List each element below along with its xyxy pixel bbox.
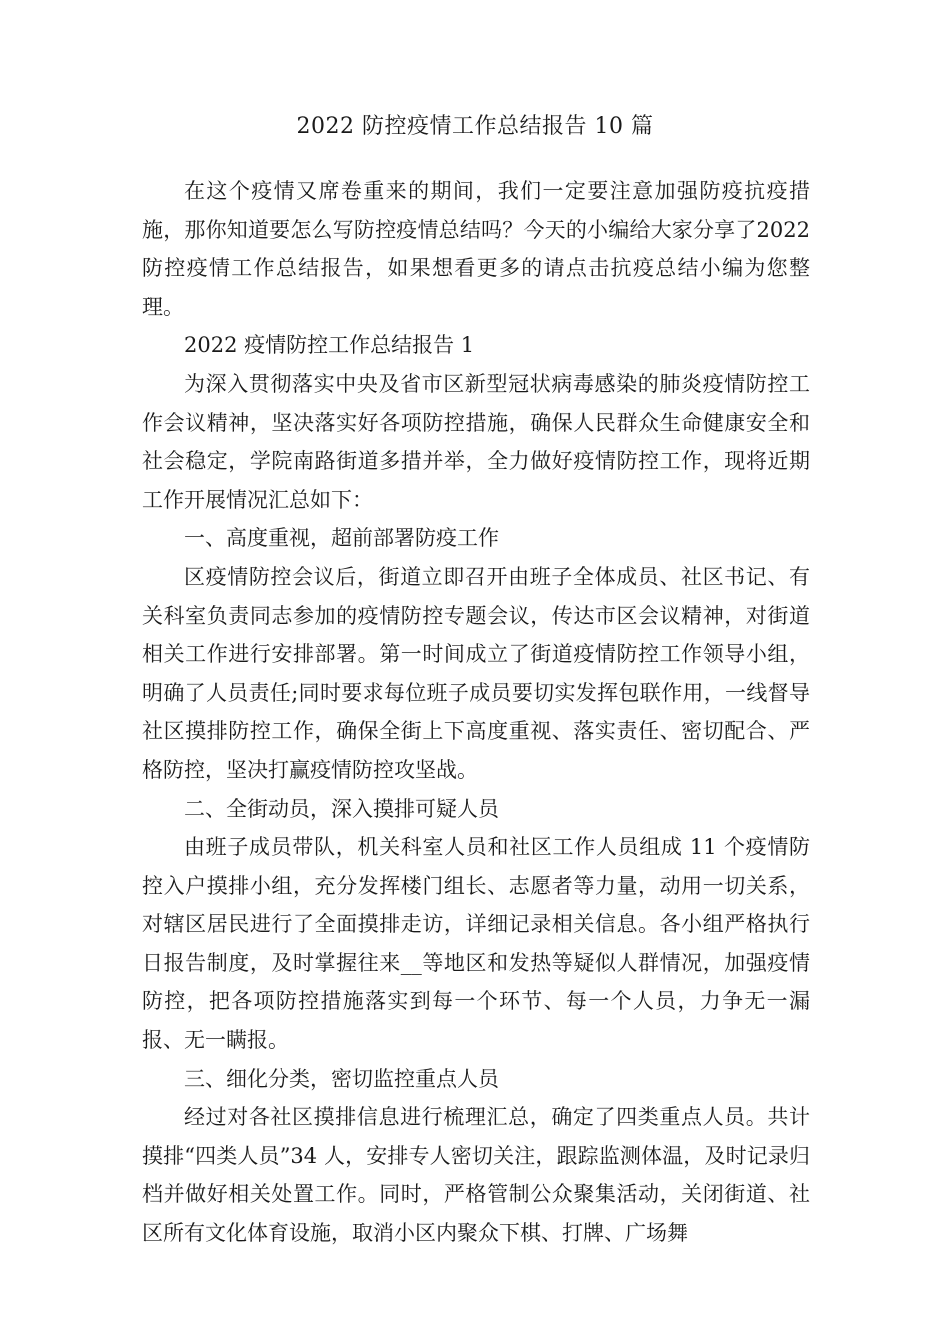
- intro-paragraph: 在这个疫情又席卷重来的期间，我们一定要注意加强防疫抗疫措施，那你知道要怎么写防控疫情总结吗？今天的小编给大家分享了2022 防控疫情工作总结报告，如果想看更多的请点击抗疫总结小编为您整理。: [142, 179, 810, 319]
- document-body: [142, 172, 810, 1253]
- body-paragraph: 为深入贯彻落实中央及省市区新型冠状病毒感染的肺炎疫情防控工作会议精神，坚决落实好各项防控措施，确保人民群众生命健康安全和社会稳定，学院南路街道多措并举，全力做好疫情防控工作，现将近期工作开展情况汇总如下：: [142, 371, 810, 512]
- section-heading-2: 二、全街动员，深入摸排可疑人员: [184, 796, 499, 821]
- body-paragraph: 经过对各社区摸排信息进行梳理汇总，确定了四类重点人员。共计摸排“四类人员”34 人，安排专人密切关注，跟踪监测体温，及时记录归档并做好相关处置工作。同时，严格管制公众聚集活动，关闭街道、社区所有文化体育设施，取消小区内聚众下棋、打牌、广场舞: [142, 1105, 810, 1246]
- section-heading-1: 一、高度重视，超前部署防疫工作: [184, 526, 499, 551]
- body-paragraph: 由班子成员带队，机关科室人员和社区工作人员组成 11 个疫情防控入户摸排小组，充分发挥楼门组长、志愿者等力量，动用一切关系，对辖区居民进行了全面摸排走访，详细记录相关信息。各小组严格执行日报告制度，及时掌握往来__等地区和发热等疑似人群情况，加强疫情防控，把各项防控措施落实到每一个环节、每一个人员，力争无一漏报、无一瞒报。: [142, 835, 810, 1053]
- body-paragraph: 区疫情防控会议后，街道立即召开由班子全体成员、社区书记、有关科室负责同志参加的疫情防控专题会议，传达市区会议精神，对街道相关工作进行安排部署。第一时间成立了街道疫情防控工作领导小组，明确了人员责任;同时要求每位班子成员要切实发挥包联作用，一线督导社区摸排防控工作，确保全街上下高度重视、落实责任、密切配合、严格防控，坚决打赢疫情防控攻坚战。: [142, 564, 810, 782]
- report-heading: 2022 疫情防控工作总结报告 1: [184, 333, 475, 358]
- document-title: 2022 防控疫情工作总结报告 10 篇: [296, 114, 654, 139]
- section-heading-3: 三、细化分类，密切监控重点人员: [184, 1066, 499, 1091]
